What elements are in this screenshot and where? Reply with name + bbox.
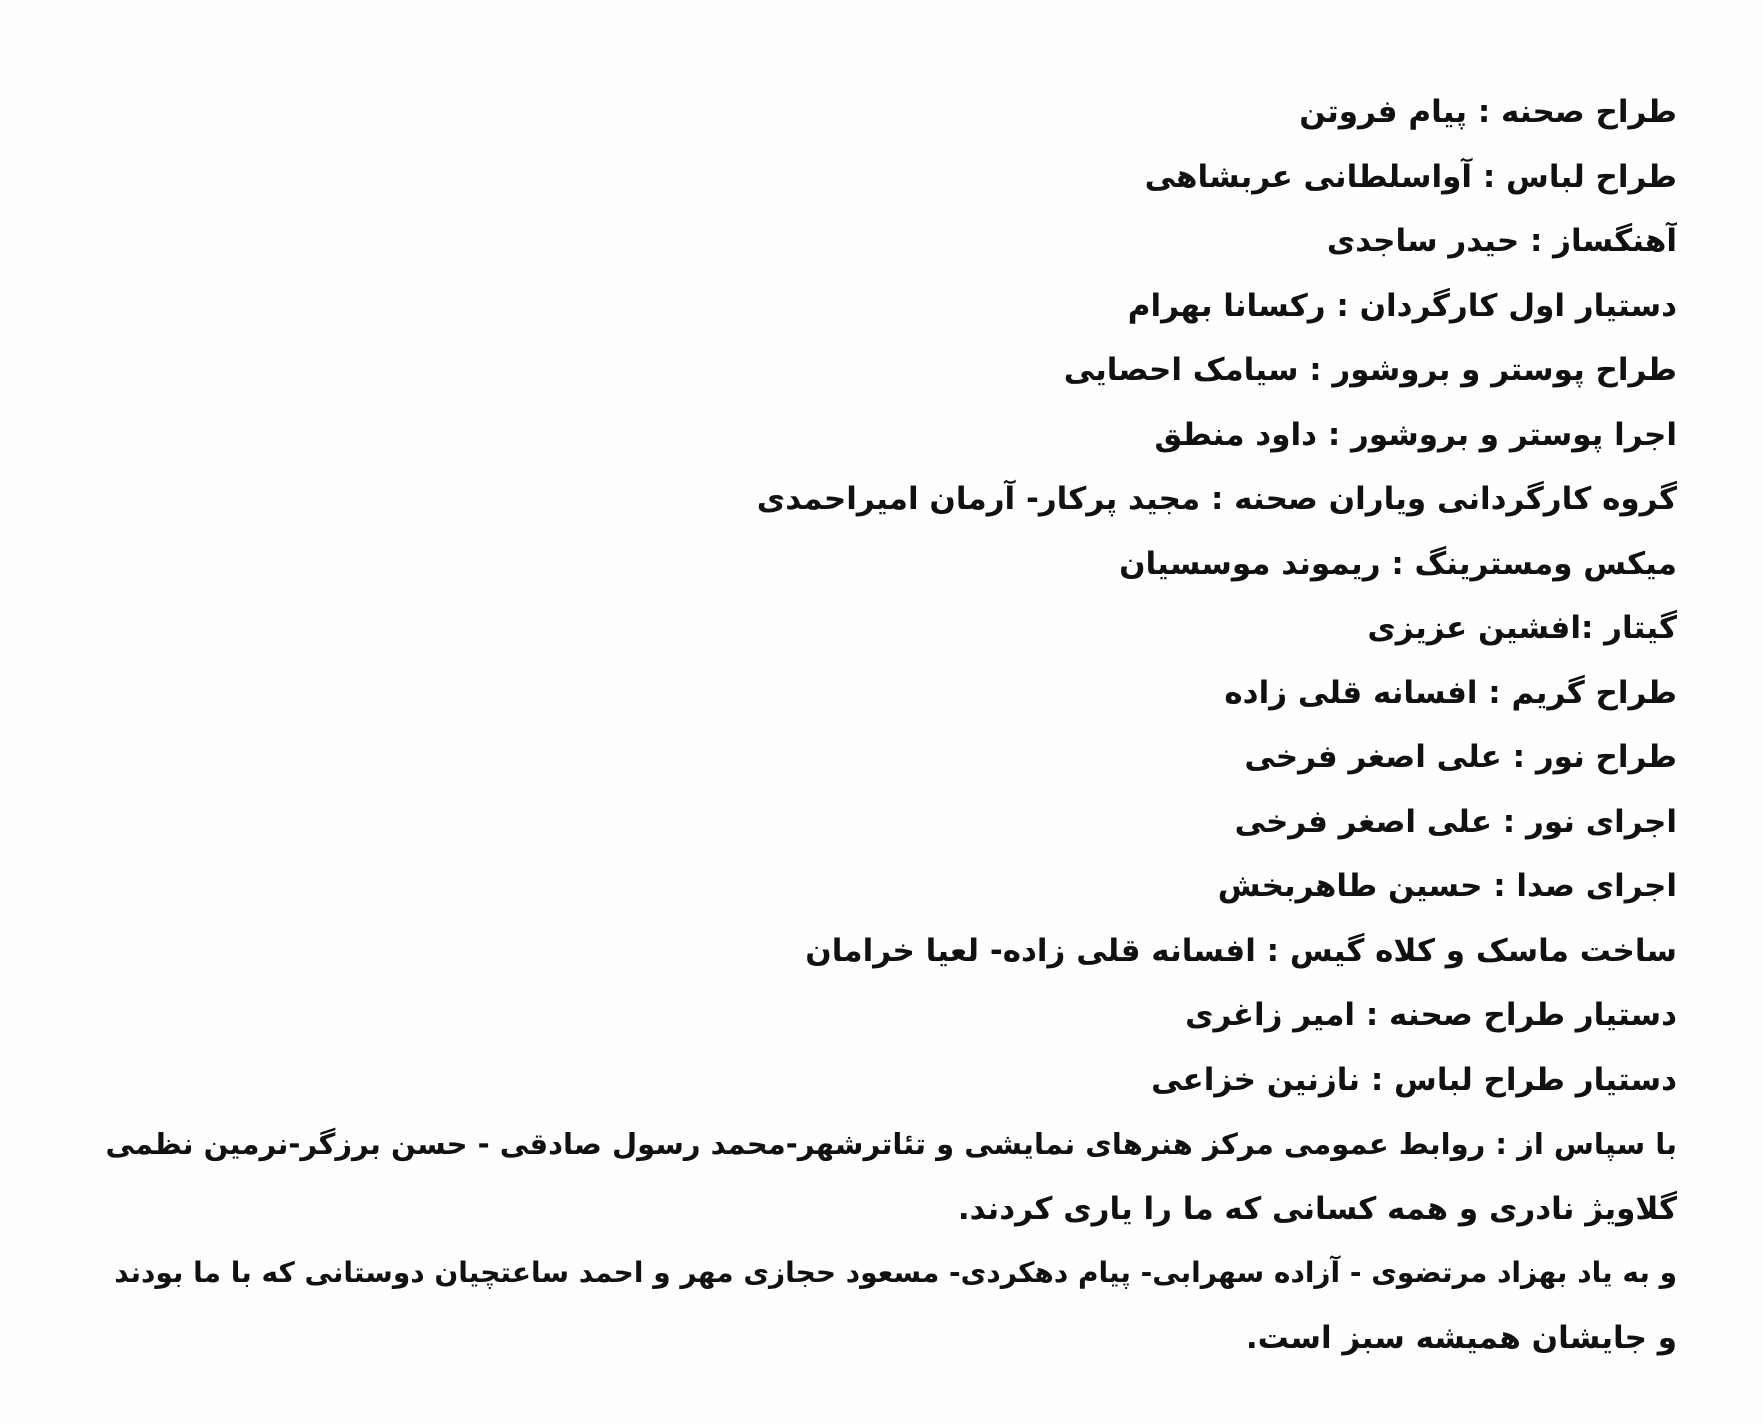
credit-line-lighting-operator: اجرای نور : علی اصغر فرخی — [1234, 803, 1677, 840]
credit-line-lighting-designer: طراح نور : علی اصغر فرخی — [1244, 739, 1677, 775]
credit-line-poster-designer: طراح پوستر و بروشور : سیامک احصایی — [1063, 352, 1677, 388]
credit-line-guitar: گیتار :افشین عزیزی — [1367, 610, 1677, 646]
credit-line-thanks: با سپاس از : روابط عمومی مرکز هنرهای نمایشی و تئاترشهر-محمد رسول صادقی - حسن برزگر-نرمین نظمی — [105, 1127, 1677, 1161]
credit-line-assistant-set-designer: دستیار طراح صحنه : امیر زاغری — [1185, 997, 1677, 1033]
credit-line-assistant-costume-designer: دستیار طراح لباس : نازنین خزاعی — [1151, 1061, 1677, 1098]
credit-line-masks-wigs: ساخت ماسک و کلاه گیس : افسانه قلی زاده- لعیا خرامان — [805, 932, 1677, 969]
credit-line-composer: آهنگساز : حیدر ساجدی — [1326, 223, 1677, 259]
credit-line-set-designer: طراح صحنه : پیام فروتن — [1299, 94, 1677, 130]
credit-line-sound-operator: اجرای صدا : حسین طاهربخش — [1217, 868, 1677, 904]
credit-line-costume-designer: طراح لباس : آواسلطانی عربشاهی — [1144, 158, 1677, 195]
credit-line-directing-group: گروه کارگردانی ویاران صحنه : مجید پرکار- آرمان امیراحمدی — [756, 481, 1677, 517]
credit-line-first-assistant-director: دستیار اول کارگردان : رکسانا بهرام — [1127, 287, 1677, 324]
credit-line-in-memory-continued: و جایشان همیشه سبز است. — [1245, 1319, 1677, 1356]
credit-line-poster-production: اجرا پوستر و بروشور : داود منطق — [1154, 416, 1677, 453]
credit-line-mixing-mastering: میکس ومسترینگ : ریموند موسسیان — [1119, 545, 1677, 582]
credits-list — [77, 80, 1677, 1370]
credit-line-in-memory: و به یاد بهزاد مرتضوی - آزاده سهرابی- پیام دهکردی- مسعود حجازی مهر و احمد ساعتچیان دوستانی که با ما بودند — [114, 1256, 1677, 1289]
credit-line-thanks-continued: گلاویژ نادری و همه کسانی که ما را یاری کردند. — [957, 1190, 1677, 1227]
credit-line-makeup-designer: طراح گریم : افسانه قلی زاده — [1224, 674, 1677, 711]
